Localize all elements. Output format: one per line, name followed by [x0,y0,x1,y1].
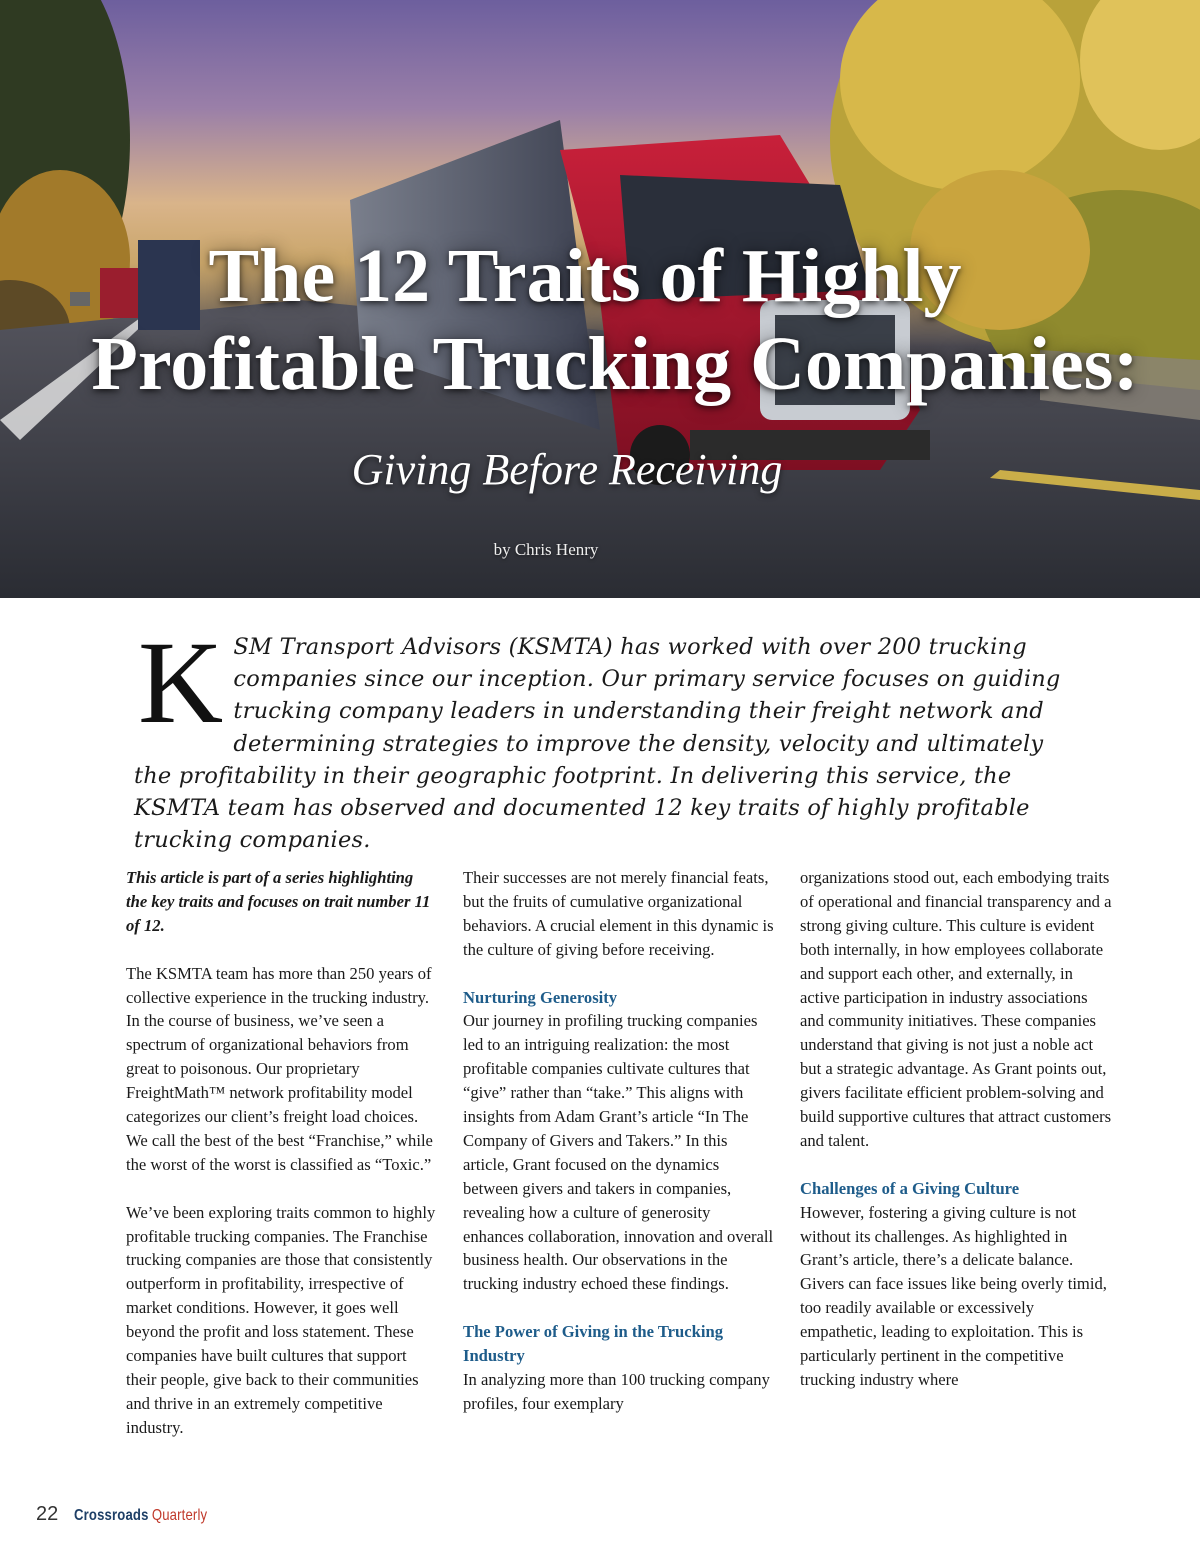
body-paragraph: We’ve been exploring traits common to highly profitable trucking companies. The Franchise trucking companies are those that consistently outperform in profitability, irrespective of market conditions. However, it goes well beyond the profit and loss statement. These companies have built cultures that support their people, give back to their communities and thrive in an extremely competitive industry. [126,1202,436,1437]
magazine-name-primary: Crossroads [74,1507,149,1524]
body-column-1 [126,866,438,1440]
body-paragraph: In analyzing more than 100 trucking company profiles, four exemplary [463,1370,770,1413]
article-byline: by Chris Henry [493,540,599,559]
subheading-nurturing-generosity: Nurturing Generosity [463,987,618,1007]
body-paragraph: Their successes are not merely financial feats, but the fruits of cumulative organizational behaviors. A crucial element in this dynamic is the culture of giving before receiving. [463,868,774,959]
body-paragraph: Our journey in profiling trucking companies led to an intriguing realization: the most profitable companies cultivate cultures that “give” rather than “take.” This aligns with insights from Adam Grant’s article “In The Company of Givers and Takers.” In this article, Grant focused on the dynamics between givers and takers in companies, revealing how a culture of generosity enhances collaboration, innovation and overall business health. Our observations in the trucking industry echoed these findings. [463,1011,774,1294]
page-footer [36,1503,237,1533]
lede-text: SM Transport Advisors (KSMTA) has worked with over 200 trucking companies since our inception. Our primary service focuses on guiding trucking company leaders in understanding their freight network and determining strategies to improve the density, velocity and ultimately the profitability in their geographic footprint. In delivering this service, the KSMTA team has observed and documented 12 key traits of highly profitable trucking companies. [134,634,1061,854]
article-title-line-2: Profitable Trucking Companies: [91,322,1139,406]
body-column-2 [463,866,775,1416]
article-title-line-1: The 12 Traits of Highly [208,234,962,318]
body-paragraph: However, fostering a giving culture is not without its challenges. As highlighted in Grant’s article, there’s a delicate balance. Givers can face issues like being overly timid, too readily available or excessively empathetic, leading to exploitation. This is particularly pertinent in the competitive trucking industry where [800,1202,1107,1390]
body-paragraph: organizations stood out, each embodying traits of operational and financial transparency and a strong giving culture. This culture is evident both internally, in how employees collaborate and support each other, and externally, in active participation in industry associations and community initiatives. These companies understand that giving is not just a noble act but a strategic advantage. As Grant points out, givers facilitate efficient problem-solving and build supportive cultures that attract customers and talent. [800,868,1112,1150]
body-column-3 [800,866,1112,1392]
magazine-name [74,1507,207,1525]
article-subtitle: Giving Before Receiving [351,445,783,494]
subheading-power-of-giving: The Power of Giving in the Trucking Industry [463,1322,723,1366]
article-title [0,232,1200,408]
lede-paragraph [134,617,1086,856]
hero-banner [0,0,1200,598]
magazine-name-accent: Quarterly [152,1507,208,1524]
subheading-challenges: Challenges of a Giving Culture [800,1178,1020,1198]
drop-cap: K [138,617,224,748]
body-paragraph: The KSMTA team has more than 250 years of collective experience in the trucking industry. In the course of business, we’ve seen a spectrum of organizational behaviors from great to poisonous. Our proprietary FreightMath™ network profitability model categorizes our client’s freight load choices. We call the best of the best “Franchise,” while the worst of the worst is classified as “Toxic.” [126,963,433,1174]
series-intro: This article is part of a series highlighting the key traits and focuses on trait number 11 of 12. [126,868,431,935]
page-number: 22 [36,1503,59,1525]
